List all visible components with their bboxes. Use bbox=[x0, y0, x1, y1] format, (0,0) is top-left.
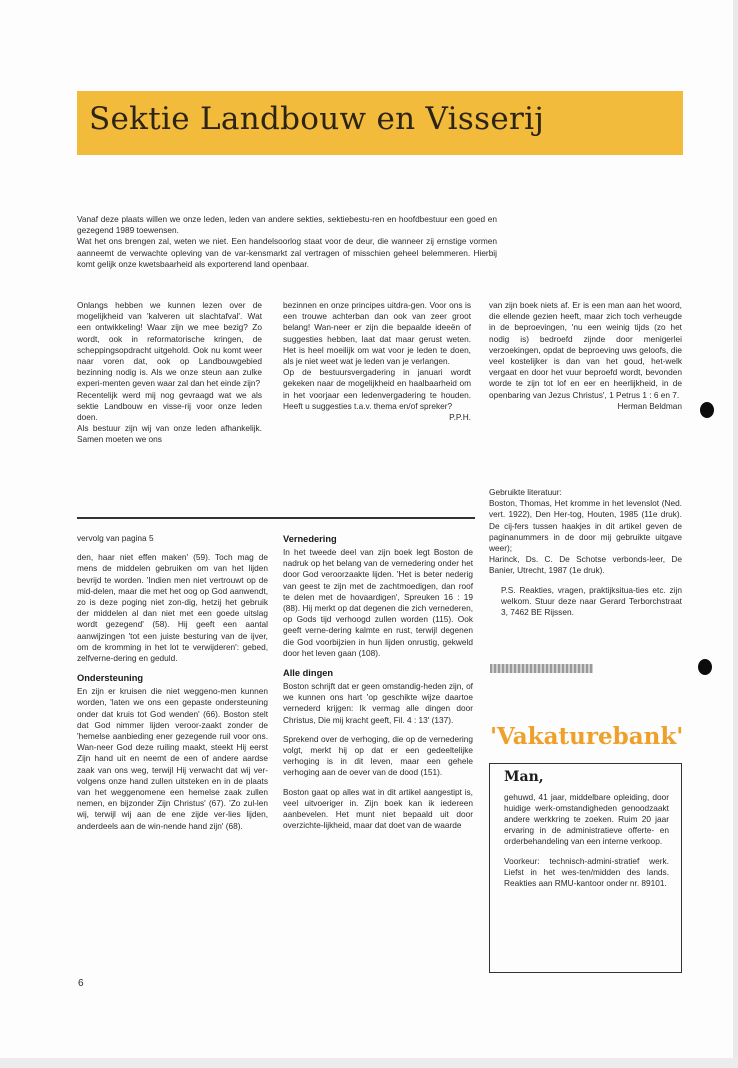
continuation-label: vervolg van pagina 5 bbox=[77, 533, 154, 543]
paragraph: In het tweede deel van zijn boek legt Boston de nadruk op het belang van de vernedering onder het door God veroorzaakte lijden. 'Het is beter nederig van geest te zijn met de zachtmoedigen, dan roof te delen met de hovaardigen', Spreuken 16 : 19 (88). Hij merkt op dat degenen die zich vernederen, op Gods tijd verhoogd zullen worden (115). Ook geeft verne-dering kalmte en rust, terwijl degenen die God voorbijzien in hun lijden onrustig, gekweld door het leven gaan (108). bbox=[283, 547, 473, 658]
article-column-1 bbox=[77, 300, 262, 446]
paragraph: Onlangs hebben we kunnen lezen over de mogelijkheid van 'kalveren uit slachtafval'. Wat een ontwikkeling! Waar zijn we mee bezig? Zo wordt, ook in reformatorische kringen, de scheppingsopdracht uitgehold. Ook nu komt weer naar voren dat, ook op Landbouwgebied bezinning nodig is. Als we onze steun aan zulke experi-menten geven waar zal dan het einde zijn? bbox=[77, 300, 262, 389]
paragraph: bezinnen en onze principes uitdra-gen. Voor ons is een trouwe achterban dan ook van zeer groot belang! Wan-neer er zijn die bepaalde ideeën of suggesties hebben, laat dat maar gerust weten. Het is heel moeilijk om wat voor je leden te doen, als je niet weet wat je leden van je verlangen. bbox=[283, 300, 471, 367]
author-name: Herman Beldman bbox=[617, 400, 682, 411]
literature-label: Gebruikte literatuur: bbox=[489, 487, 562, 497]
literature-column bbox=[489, 487, 682, 618]
paragraph: van zijn boek niets af. Er is een man aan het woord, die ellende gezien heeft, maar zich toch verheugde in de beproevingen, 'nu een weinig tijds (zo het nodig is) bedroefd zijnde door menigerlei verzoekingen, opdat de beproeving uws geloofs, die veel kostelijker is dan van het goud, het-welk vergaat en door het vuur beproefd wordt, bevonden worde te zijn tot lof en eer en heerlijkheid, in de openbaring van Jezus Christus', 1 Petrus 1 : 6 en 7. bbox=[489, 300, 682, 400]
intro-paragraph: Vanaf deze plaats willen we onze leden, leden van andere sekties, sektiebestu-ren en hoofdbestuur een goed en gezegend 1989 toewensen. bbox=[77, 214, 497, 236]
article-column-3 bbox=[489, 300, 682, 412]
divider-rule bbox=[77, 517, 475, 519]
paragraph: En zijn er kruisen die niet weggeno-men kunnen worden, 'laten we ons een gepaste ondersteuning onder dat kruis tot God wenden' (66). Boston stelt dat God nimmer lijden veroor-zaakt zonder de 'hemelse aanbieding ener gezegende ruil voor ons. Wan-neer God deze ruiling maakt, steekt Hij eerst Zijn hand uit en neemt de een of andere aardse zaak van ons weg, terwijl Hij verwacht dat wij ver-volgens onze hand zullen uitsteken en in de plaats van het weggenomene een hemelse zaak zullen nemen, en bijzonder Zijn Christus' (67). 'Zo zul-len wij, terwijl wij aan de ene zijde ver-lies lijden, anderdeels aan de win-nende hand zijn' (68). bbox=[77, 686, 268, 831]
article-column-2 bbox=[283, 300, 471, 423]
paragraph: Op de bestuursvergadering in januari wordt gekeken naar de mogelijkheid en haalbaarheid om in het voorjaar een ledenvergadering te houden. Heeft u suggesties t.a.v. thema en/of spreker? bbox=[283, 367, 471, 411]
continuation-column-1 bbox=[77, 533, 268, 832]
decorative-bar bbox=[490, 664, 593, 673]
job-ad-box bbox=[489, 763, 682, 973]
literature-entry: Boston, Thomas, Het kromme in het levenslot (Ned. vert. 1922), Den Her-tog, Houten, 1985 (11e druk). De cij-fers tussen haakjes in dit artikel geven de paginanummers in de door mij gebruikte uitgave weer); bbox=[489, 498, 682, 554]
section-banner bbox=[77, 91, 683, 155]
paragraph: Recentelijk werd mij nog gevraagd wat we als sektie Landbouw en visse-rij voor onze leden doen. bbox=[77, 389, 262, 423]
ad-body: gehuwd, 41 jaar, middelbare opleiding, door huidige werk-omstandigheden genoodzaakt andere werkkring te zoeken. Ruim 20 jaar ervaring in de administratieve offerte- en orderbehandeling van een interne verkoop. bbox=[504, 791, 669, 847]
ad-body: Voorkeur: technisch-admini-stratief werk. Liefst in het wes-ten/midden des lands. Reakties aan RMU-kantoor onder nr. 89101. bbox=[504, 855, 669, 889]
section-title: Sektie Landbouw en Visserij bbox=[89, 101, 545, 137]
paragraph: den, haar niet effen maken' (59). Toch mag de mens de middelen gebruiken om van het lijden bevrijd te worden. 'Indien men niet vertrouwt op de mid-delen, maar die met het oog op God aanwendt, zo is deze poging niet zon-dig, hetzij het gebruik der middelen al dan niet met een goede uitslag wordt gezegend' (58). Hij geeft een aantal aanwijzingen 'tot een juiste besturing van de ijver, om de kromming in het lot te verwijderen': gebed, zelfverne-dering en geduld. bbox=[77, 552, 268, 664]
author-initials: P.P.H. bbox=[449, 412, 471, 423]
punch-hole-icon bbox=[698, 659, 712, 675]
literature-entry: Harinck, Ds. C. De Schotse verbonds-leer, De Banier, Utrecht, 1987 (1e druk). bbox=[489, 554, 682, 576]
paragraph: Als bestuur zijn wij van onze leden afhankelijk. Samen moeten we ons bbox=[77, 423, 262, 445]
intro-text bbox=[77, 214, 497, 270]
intro-paragraph: Wat het ons brengen zal, weten we niet. Een handelsoorlog staat voor de deur, die wanneer zij ernstige vormen aanneemt de verwachte opleving van de var-kensmarkt zal vertragen of misschien geheel belemmeren. Hierbij komt gelijk onze kwetsbaarheid als exporterend land openbaar. bbox=[77, 236, 497, 269]
paragraph: Boston schrijft dat er geen omstandig-heden zijn, of we kunnen ons hart 'op geschikte wijze daartoe vernederd krijgen: Ik vermag alle dingen door Christus, Die mij kracht geeft, Fil. 4 : 13' (137). bbox=[283, 681, 473, 725]
vakaturebank-title: 'Vakaturebank' bbox=[490, 723, 684, 750]
paragraph: Boston gaat op alles wat in dit artikel aangestipt is, veel uitvoeriger in. Zijn boek kan ik iedereen aanbevelen. Het munt niet bepaald uit door overzichte-lijkheid, maar dat doet van de waarde bbox=[283, 786, 473, 831]
continuation-column-2 bbox=[283, 533, 473, 831]
page-number: 6 bbox=[78, 978, 84, 989]
ad-title: Man, bbox=[504, 769, 544, 785]
punch-hole-icon bbox=[700, 402, 714, 418]
subheading: Alle dingen bbox=[283, 668, 334, 679]
scan-edge bbox=[0, 1058, 738, 1068]
subheading: Ondersteuning bbox=[77, 673, 144, 684]
subheading: Vernedering bbox=[283, 534, 337, 544]
postscript: P.S. Reakties, vragen, praktijksitua-ties etc. zijn welkom. Stuur deze naar Gerard Terborchstraat 3, 7462 BE Rijssen. bbox=[501, 584, 682, 618]
paragraph: Sprekend over de verhoging, die op de vernedering volgt, merkt hij op dat er een gedeeltelijke verhoging is in dit leven, maar een gehele verhoging aan de oever van de dood (151). bbox=[283, 733, 473, 778]
scan-edge bbox=[733, 0, 738, 1068]
